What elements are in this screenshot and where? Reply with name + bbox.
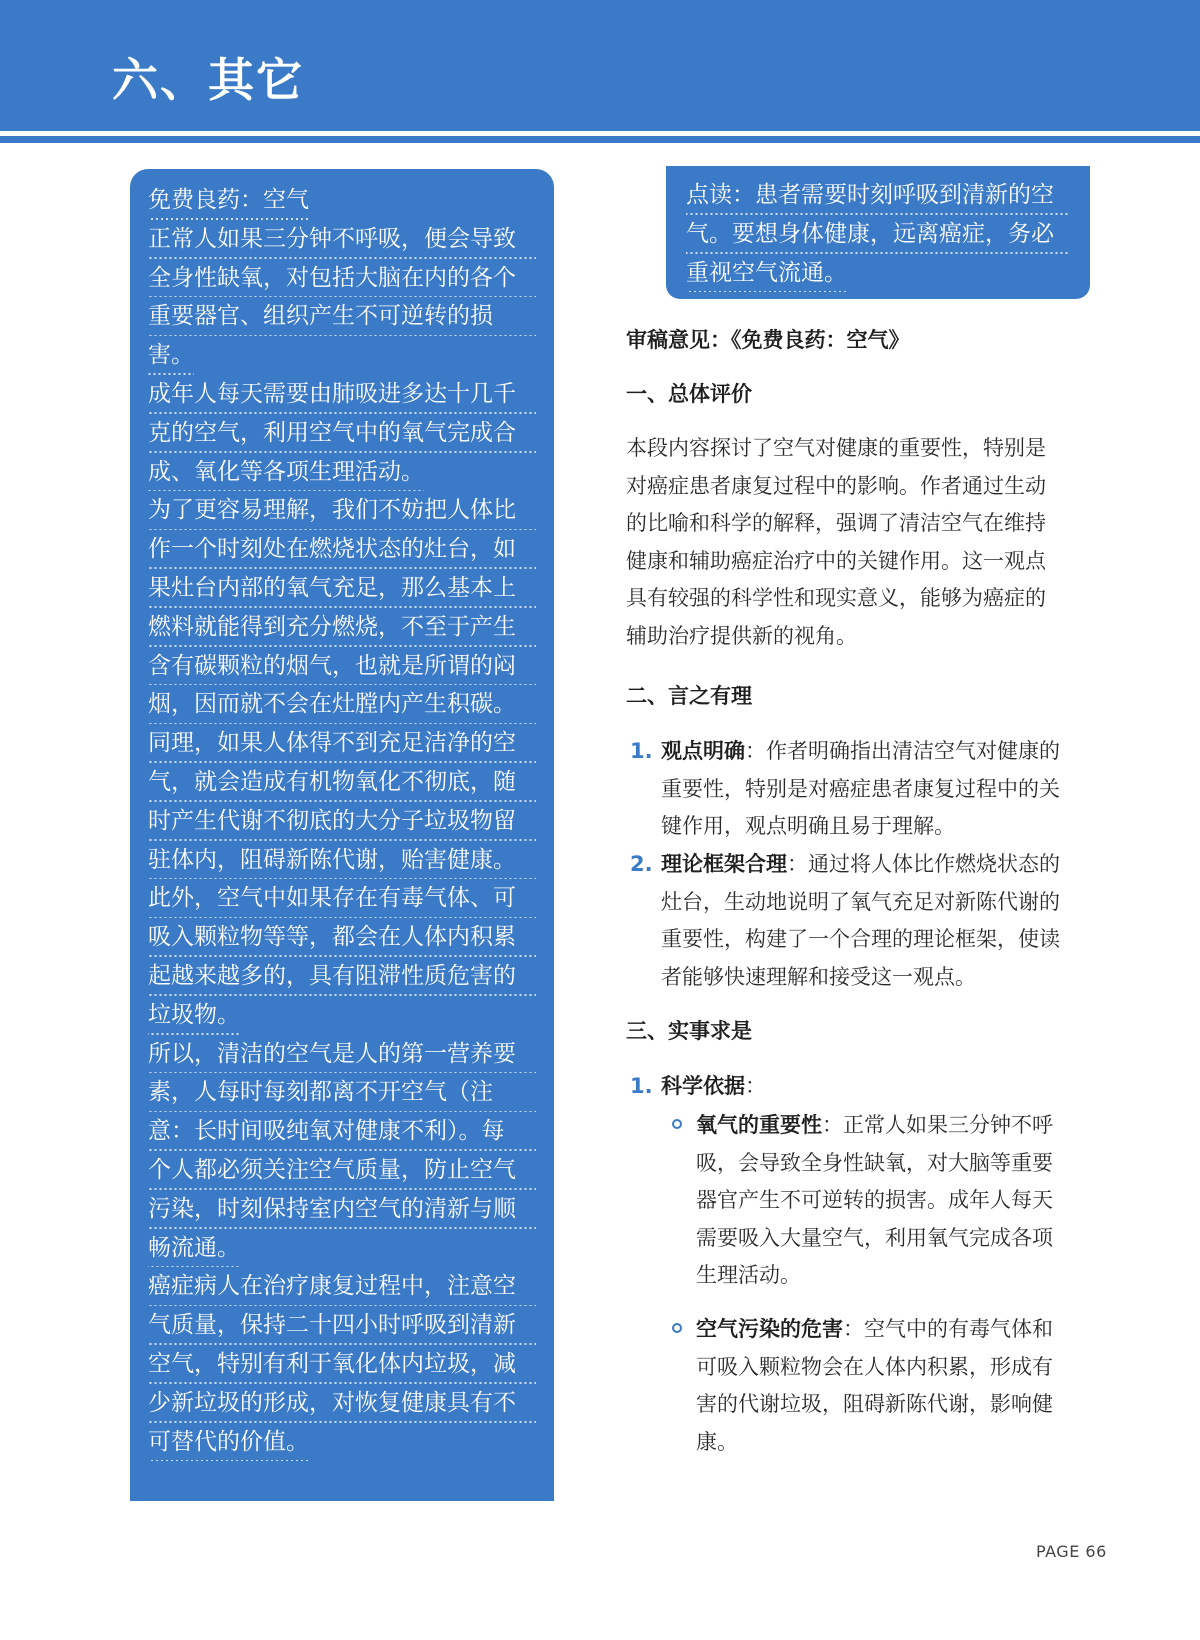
bullet-text: ：正常人如果三分钟不呼: [822, 1113, 1053, 1137]
bullet-line: 可吸入颗粒物会在人体内积累，形成有: [696, 1354, 1053, 1379]
article-line: 害。: [148, 336, 194, 375]
article-line: 素，人每时每刻都离不开空气（注: [148, 1073, 536, 1112]
article-line: 同理，如果人体得不到充足洁净的空: [148, 724, 536, 763]
section-heading: 一、总体评价: [626, 382, 752, 406]
paragraph-line: 的比喻和科学的解释，强调了清洁空气在维持: [626, 511, 1046, 536]
item-line: 键作用，观点明确且易于理解。: [661, 814, 955, 839]
bullet-line: 需要吸入大量空气，利用氧气完成各项: [696, 1225, 1053, 1250]
article-line: 重要器官、组织产生不可逆转的损: [148, 297, 536, 336]
article-line: 起越来越多的，具有阻滞性质危害的: [148, 957, 536, 996]
paragraph-line: 对癌症患者康复过程中的影响。作者通过生动: [626, 473, 1046, 498]
article-line: 全身性缺氧，对包括大脑在内的各个: [148, 259, 536, 298]
chapter-title: 六、其它: [112, 53, 304, 107]
bullet-circle-icon: [672, 1119, 682, 1129]
article-box: [130, 169, 554, 1501]
item-text: ：通过将人体比作燃烧状态的: [787, 852, 1060, 876]
article-line: 空气，特别有利于氧化体内垃圾，减: [148, 1345, 536, 1384]
bullet-item: [696, 1107, 1053, 1295]
article-line: 成年人每天需要由肺吸进多达十几千: [148, 375, 536, 414]
item-line: 灶台，生动地说明了氧气充足对新陈代谢的: [661, 889, 1060, 914]
list-number: 1.: [630, 739, 653, 763]
article-line: 意：长时间吸纯氧对健康不利）。每: [148, 1112, 536, 1151]
paragraph-line: 辅助治疗提供新的视角。: [626, 623, 857, 648]
article-line: 驻体内，阻碍新陈代谢，贻害健康。: [148, 841, 536, 880]
bullet-label: 氧气的重要性: [696, 1113, 822, 1137]
review-title: 审稿意见：《免费良药：空气》: [626, 328, 910, 352]
article-line: 时产生代谢不彻底的大分子垃圾物留: [148, 802, 536, 841]
paragraph-line: 本段内容探讨了空气对健康的重要性，特别是: [626, 436, 1046, 460]
paragraph-line: 健康和辅助癌症治疗中的关键作用。这一观点: [626, 548, 1046, 573]
article-line: 畅流通。: [148, 1229, 240, 1268]
note-line: 气。要想身体健康，远离癌症，务必: [686, 215, 1070, 254]
article-line: 气，就会造成有机物氧化不彻底，随: [148, 763, 536, 802]
bullet-line: 害的代谢垃圾，阻碍新陈代谢，影响健: [696, 1392, 1053, 1417]
item-text: ：: [745, 1074, 766, 1098]
article-line: 污染，时刻保持室内空气的清新与顺: [148, 1190, 536, 1229]
list-number: 2.: [630, 852, 653, 876]
paragraph-line: 具有较强的科学性和现实意义，能够为癌症的: [626, 586, 1046, 611]
item-label: 科学依据: [661, 1074, 745, 1098]
section-heading: 二、言之有理: [626, 684, 752, 708]
bullet-line: 吸，会导致全身性缺氧，对大脑等重要: [696, 1150, 1053, 1175]
article-line: 成、氧化等各项生理活动。: [148, 453, 424, 492]
article-line: 作一个时刻处在燃烧状态的灶台，如: [148, 530, 536, 569]
bullet-line: 生理活动。: [696, 1263, 801, 1288]
list-number: 1.: [630, 1074, 653, 1098]
item-line: 者能够快速理解和接受这一观点。: [661, 964, 976, 989]
item-line: 重要性，特别是对癌症患者康复过程中的关: [661, 776, 1060, 801]
note-line: 重视空气流通。: [686, 254, 847, 293]
article-line: 少新垃圾的形成，对恢复健康具有不: [148, 1384, 536, 1423]
article-line: 克的空气，利用空气中的氧气完成合: [148, 414, 536, 453]
article-line: 为了更容易理解，我们不妨把人体比: [148, 491, 536, 530]
bullet-item: [696, 1311, 1053, 1461]
section-heading: 三、实事求是: [626, 1019, 752, 1043]
bullet-text: ：空气中的有毒气体和: [843, 1317, 1053, 1341]
list-item: [661, 846, 1060, 996]
article-line: 气质量，保持二十四小时呼吸到清新: [148, 1306, 536, 1345]
article-line: 个人都必须关注空气质量，防止空气: [148, 1151, 536, 1190]
article-line: 燃料就能得到充分燃烧，不至于产生: [148, 608, 536, 647]
article-line: 正常人如果三分钟不呼吸，便会导致: [148, 220, 536, 259]
item-line: 重要性，构建了一个合理的理论框架，使读: [661, 927, 1060, 952]
bullet-line: 器官产生不可逆转的损害。成年人每天: [696, 1188, 1053, 1213]
item-label: 理论框架合理: [661, 852, 787, 876]
header-rule: [0, 136, 1200, 143]
list-item: [661, 733, 1060, 846]
note-line: 点读：患者需要时刻呼吸到清新的空: [686, 176, 1070, 215]
article-line: 果灶台内部的氧气充足，那么基本上: [148, 569, 536, 608]
overall-paragraph: [626, 430, 1046, 656]
list-item: [661, 1068, 766, 1106]
article-line: 此外，空气中如果存在有毒气体、可: [148, 879, 536, 918]
article-line: 可替代的价值。: [148, 1423, 309, 1462]
bullet-label: 空气污染的危害: [696, 1317, 843, 1341]
article-line: 癌症病人在治疗康复过程中，注意空: [148, 1267, 536, 1306]
article-line: 烟，因而就不会在灶膛内产生积碳。: [148, 685, 536, 724]
reading-note-box: [666, 166, 1090, 299]
article-line: 所以，清洁的空气是人的第一营养要: [148, 1035, 536, 1074]
bullet-line: 康。: [696, 1429, 738, 1454]
page-number: PAGE 66: [1036, 1542, 1107, 1561]
chapter-header: [0, 0, 1200, 131]
article-line: 垃圾物。: [148, 996, 240, 1035]
article-line: 免费良药：空气: [148, 181, 309, 220]
article-line: 含有碳颗粒的烟气，也就是所谓的闷: [148, 647, 536, 686]
article-line: 吸入颗粒物等等，都会在人体内积累: [148, 918, 536, 957]
item-label: 观点明确: [661, 739, 745, 763]
bullet-circle-icon: [672, 1323, 682, 1333]
item-text: ：作者明确指出清洁空气对健康的: [745, 739, 1060, 763]
